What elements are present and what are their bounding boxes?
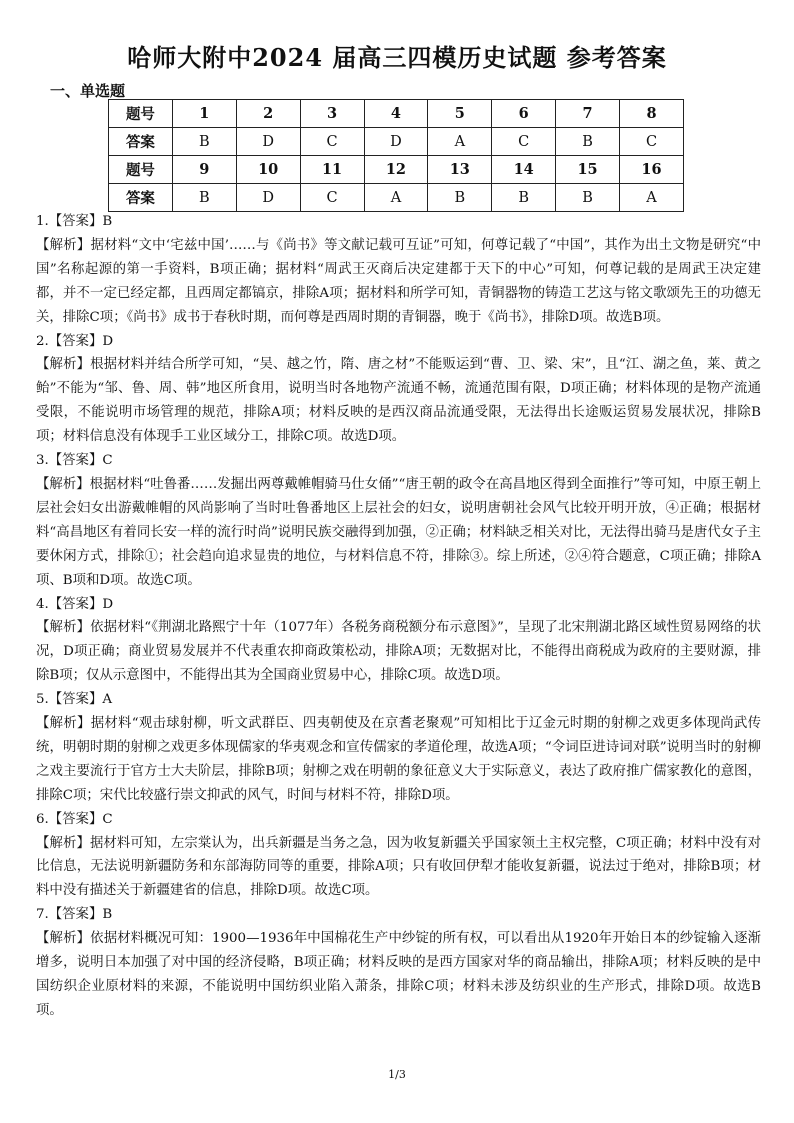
question-item bbox=[36, 210, 761, 330]
question-analysis: 【解析】据材料可知，左宗棠认为，出兵新疆是当务之急，因为收复新疆关乎国家领土主权完整，C项正确；材料中没有对比信息，无法说明新疆防务和东部海防同等的重要，排除A项；只有收回伊犁才能收复新疆，说法过于绝对，排除B项；材料中没有描述关于新疆建省的信息，排除D项。故选C项。 bbox=[36, 835, 761, 899]
answer-table-cell: 7 bbox=[556, 100, 620, 128]
section-title: 一、单选题 bbox=[50, 82, 126, 100]
answer-table-cell: 4 bbox=[364, 100, 428, 128]
question-item bbox=[36, 330, 761, 450]
answer-table-cell: C bbox=[620, 128, 684, 156]
answer-table-cell: B bbox=[172, 184, 236, 212]
question-answer-header: 6.【答案】C bbox=[36, 811, 113, 827]
question-item bbox=[36, 593, 761, 689]
answer-table-cell: 13 bbox=[428, 156, 492, 184]
answer-table-cell: B bbox=[172, 128, 236, 156]
answer-table-cell: 15 bbox=[556, 156, 620, 184]
answer-table-cell: D bbox=[236, 184, 300, 212]
answer-table-cell: B bbox=[492, 184, 556, 212]
answer-table-cell: C bbox=[492, 128, 556, 156]
answer-table-cell: A bbox=[620, 184, 684, 212]
answer-table bbox=[108, 99, 684, 212]
answer-table-cell: 1 bbox=[172, 100, 236, 128]
question-answer-header: 7.【答案】B bbox=[36, 907, 113, 923]
answer-table-cell: D bbox=[364, 128, 428, 156]
question-item bbox=[36, 688, 761, 808]
answer-table-cell: 8 bbox=[620, 100, 684, 128]
answer-table-row bbox=[109, 156, 684, 184]
answer-table-cell: 5 bbox=[428, 100, 492, 128]
answer-table-cell: 12 bbox=[364, 156, 428, 184]
answer-table-cell: 2 bbox=[236, 100, 300, 128]
question-item bbox=[36, 903, 761, 1023]
question-analysis: 【解析】据材料“文中‘宅兹中国’……与《尚书》等文献记载可互证”可知，何尊记载了“中国”，其作为出土文物是研究“中国”名称起源的第一手资料，B项正确；据材料“周武王灭商后决定建都于天下的中心”可知，何尊记载的是周武王决定建都，并不一定已经定都，且西周定都镐京，排除A项；据材料和所学可知，青铜器物的铸造工艺这与铭文歌颂先王的功德无关，排除C项；《尚书》成书于春秋时期，而何尊是西周时期的青铜器，晚于《尚书》，排除D项。故选B项。 bbox=[36, 237, 761, 325]
question-item bbox=[36, 808, 761, 904]
answer-table-header-cell: 答案 bbox=[109, 184, 173, 212]
answer-table-row bbox=[109, 100, 684, 128]
answer-table-cell: 6 bbox=[492, 100, 556, 128]
question-answer-header: 4.【答案】D bbox=[36, 596, 114, 612]
answer-table-row bbox=[109, 184, 684, 212]
question-analysis: 【解析】依据材料“《荆湖北路熙宁十年（1077年）各税务商税额分布示意图》”，呈现了北宋荆湖北路区域性贸易网络的状况，D项正确；商业贸易发展并不代表重农抑商政策松动，排除A项；无数据对比，不能得出商税成为政府的主要财源，排除B项；仅从示意图中，不能得出其为全国商业贸易中心，排除C项。故选D项。 bbox=[36, 620, 761, 684]
answer-table-cell: 10 bbox=[236, 156, 300, 184]
question-answer-header: 1.【答案】B bbox=[36, 214, 113, 229]
question-answer-header: 3.【答案】C bbox=[36, 453, 113, 469]
answer-table-cell: D bbox=[236, 128, 300, 156]
question-analysis: 【解析】依据材料概况可知：1900—1936年中国棉花生产中纱锭的所有权，可以看出从1920年开始日本的纱锭输入逐渐增多，说明日本加强了对中国的经济侵略，B项正确；材料反映的是西方国家对华的商品输出，排除A项；材料反映的是中国纺织企业原材料的来源，不能说明中国纺织业陷入萧条，排除C项；材料未涉及纺织业的生产形式，排除D项。故选B项。 bbox=[36, 931, 761, 1018]
answer-table-cell: 16 bbox=[620, 156, 684, 184]
answer-table-cell: C bbox=[300, 128, 364, 156]
answer-table-cell: A bbox=[428, 128, 492, 156]
answer-explanations bbox=[36, 210, 761, 1023]
page-number: 1/3 bbox=[388, 1068, 406, 1081]
answer-table-cell: B bbox=[556, 184, 620, 212]
answer-table-cell: C bbox=[300, 184, 364, 212]
answer-table-header-cell: 答案 bbox=[109, 128, 173, 156]
question-answer-header: 2.【答案】D bbox=[36, 333, 114, 349]
answer-table-cell: 3 bbox=[300, 100, 364, 128]
question-answer-header: 5.【答案】A bbox=[36, 692, 113, 708]
answer-table-cell: B bbox=[428, 184, 492, 212]
answer-table-header-cell: 题号 bbox=[109, 100, 173, 128]
answer-table-header-cell: 题号 bbox=[109, 156, 173, 184]
answer-table-row bbox=[109, 128, 684, 156]
question-analysis: 【解析】据材料“观击球射柳，听文武群臣、四夷朝使及在京耆老聚观”可知相比于辽金元时期的射柳之戏更多体现尚武传统，明朝时期的射柳之戏更多体现儒家的华夷观念和宣传儒家的孝道伦理，故选A项；“令词臣进诗词对联”说明当时的射柳之戏主要流行于官方士大夫阶层，排除B项；射柳之戏在明朝的象征意义大于实际意义，表达了政府推广儒家教化的意图，排除C项；宋代比较盛行崇文抑武的风气，时间与材料不符，排除D项。 bbox=[36, 716, 761, 803]
question-item bbox=[36, 449, 761, 592]
page-title: 哈师大附中2024 届高三四模历史试题 参考答案 bbox=[127, 43, 667, 72]
answer-table-cell: 9 bbox=[172, 156, 236, 184]
answer-table-cell: 11 bbox=[300, 156, 364, 184]
answer-table-cell: B bbox=[556, 128, 620, 156]
question-analysis: 【解析】根据材料“吐鲁番……发掘出两尊戴帷帽骑马仕女俑”“唐王朝的政令在高昌地区得到全面推行”等可知，中原王朝上层社会妇女出游戴帷帽的风尚影响了当时吐鲁番地区上层社会的妇女，说明唐朝社会风气比较开明开放，④正确；根据材料“高昌地区有着同长安一样的流行时尚”说明民族交融得到加强，②正确；材料缺乏相关对比，无法得出骑马是唐代女子主要休闲方式，排除①；社会趋向追求显贵的地位，与材料信息不符，排除③。综上所述，②④符合题意，C项正确；排除A项、B项和D项。故选C项。 bbox=[36, 476, 761, 588]
answer-table-cell: A bbox=[364, 184, 428, 212]
question-analysis: 【解析】根据材料并结合所学可知，“吴、越之竹，隋、唐之材”不能贩运到“曹、卫、梁、宋”，且“江、湖之鱼，莱、黄之鲐”不能为“邹、鲁、周、韩”地区所食用，说明当时各地物产流通不畅，流通范围有限，D项正确；材料体现的是物产流通受限，不能说明市场管理的规范，排除A项；材料反映的是西汉商品流通受限，无法得出长途贩运贸易发展状况，排除B项；材料信息没有体现手工业区域分工，排除C项。故选D项。 bbox=[36, 357, 761, 445]
answer-table-cell: 14 bbox=[492, 156, 556, 184]
